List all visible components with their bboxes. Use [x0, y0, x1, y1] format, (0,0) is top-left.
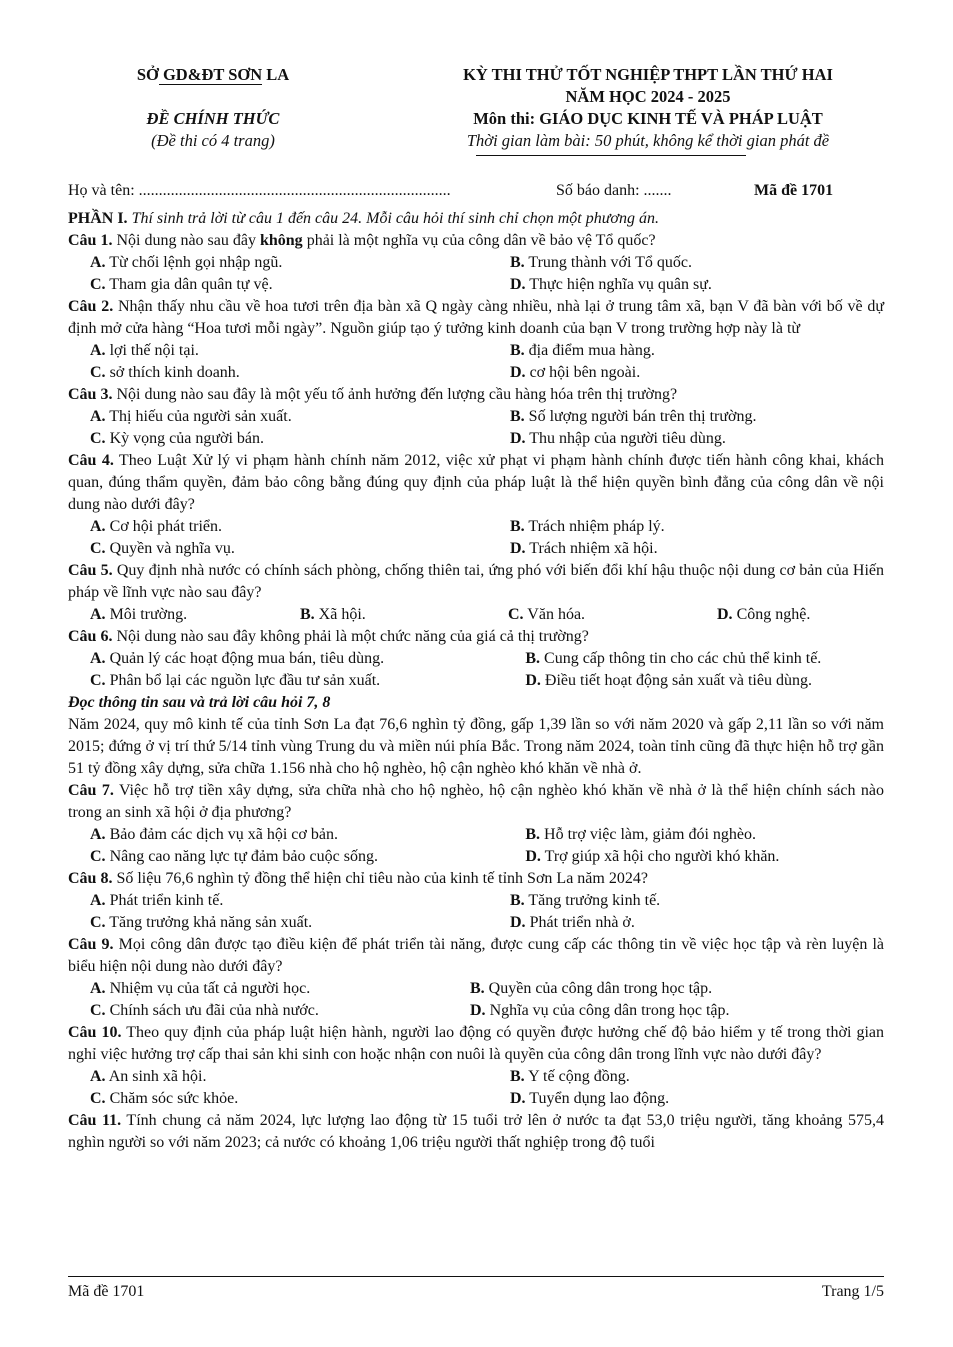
header-right — [398, 64, 898, 152]
question-text: Nội dung nào sau đây — [112, 232, 260, 249]
option-d[interactable]: D. cơ hội bên ngoài. — [510, 364, 641, 381]
option-c[interactable]: C. Phân bổ lại các nguồn lực đầu tư sản xuất. — [90, 672, 381, 689]
question-number: Câu 10. — [68, 1024, 122, 1041]
question-11 — [68, 1110, 884, 1154]
question-3 — [68, 384, 884, 406]
question-10 — [68, 1022, 884, 1066]
question-8 — [68, 868, 884, 890]
school-year: NĂM HỌC 2024 - 2025 — [565, 87, 731, 106]
passage-text: Năm 2024, quy mô kinh tế của tỉnh Sơn La đạt 76,6 nghìn tỷ đồng, gấp 1,39 lần so với năm 2020 và gấp 2,11 lần so với năm 2015; đứng ở vị trí thứ 5/14 tỉnh vùng Trung du và miền núi phía Bắc. Trong năm 2024, toàn tỉnh cũng đã thực hiện hỗ trợ gần 51 tỷ đồng xây dựng, sửa chữa 1.156 nhà cho hộ nghèo, hộ cận nghèo khó khăn về nhà ở. — [68, 716, 884, 777]
question-1 — [68, 230, 884, 252]
question-5 — [68, 560, 884, 604]
question-4 — [68, 450, 884, 516]
passage-heading: Đọc thông tin sau và trả lời câu hỏi 7, 8 — [68, 694, 331, 711]
option-c[interactable]: C. Chính sách ưu đãi của nhà nước. — [90, 1002, 319, 1019]
option-c[interactable]: C. Văn hóa. — [508, 606, 586, 623]
header-left — [68, 64, 358, 152]
question-text: Nội dung nào sau đây là một yếu tố ảnh hưởng đến lượng cầu hàng hóa trên thị trường? — [112, 386, 678, 403]
footer-divider — [68, 1276, 884, 1277]
question-text: Theo quy định của pháp luật hiện hành, người lao động có quyền được hưởng chế độ bảo hiểm y tế trong thời gian nghỉ việc hưởng trợ cấp thai sản khi sinh con hoặc nhận con nuôi là quyền của công dân trong lĩnh vực nào dưới đây? — [68, 1024, 885, 1063]
pages-note: (Đề thi có 4 trang) — [151, 131, 275, 150]
option-c[interactable]: C. Quyền và nghĩa vụ. — [90, 540, 235, 557]
options-row — [68, 538, 884, 560]
options-row — [68, 824, 884, 846]
options-row — [68, 252, 884, 274]
question-number: Câu 4. — [68, 452, 114, 469]
question-number: Câu 6. — [68, 628, 113, 645]
exam-code: Mã đề 1701 — [754, 182, 834, 199]
option-d[interactable]: D. Phát triển nhà ở. — [510, 914, 635, 931]
time-note: Thời gian làm bài: 50 phút, không kể thời gian phát đề — [466, 131, 830, 150]
question-number: Câu 9. — [68, 936, 114, 953]
exam-content — [68, 208, 884, 1154]
option-d[interactable]: D. Thu nhập của người tiêu dùng. — [510, 430, 726, 447]
option-b[interactable]: B. Xã hội. — [300, 606, 366, 623]
options-row — [68, 428, 884, 450]
question-text: phải là một nghĩa vụ của công dân về bảo vệ Tổ quốc? — [302, 232, 656, 249]
options-row — [68, 670, 884, 692]
question-number: Câu 8. — [68, 870, 113, 887]
option-a[interactable]: A. lợi thế nội tại. — [90, 342, 199, 359]
candidate-number-field[interactable]: Số báo danh: ....... — [556, 182, 672, 199]
option-c[interactable]: C. sở thích kinh doanh. — [90, 364, 240, 381]
option-c[interactable]: C. Tham gia dân quân tự vệ. — [90, 276, 273, 293]
question-number: Câu 1. — [68, 232, 113, 249]
options-row — [68, 1088, 884, 1110]
header-divider — [476, 155, 746, 156]
exam-header — [68, 64, 888, 164]
question-7 — [68, 780, 884, 824]
option-c[interactable]: C. Tăng trưởng khả năng sản xuất. — [90, 914, 313, 931]
option-a[interactable]: A. Nhiệm vụ của tất cả người học. — [90, 980, 311, 997]
exam-title: KỲ THI THỬ TỐT NGHIỆP THPT LẦN THỨ HAI — [463, 65, 833, 84]
question-text: Mọi công dân được tạo điều kiện để phát triển tài năng, được cung cấp các thông tin về việc học tập và rèn luyện là biểu hiện nội dung nào dưới đây? — [68, 936, 884, 975]
question-text: Số liệu 76,6 nghìn tỷ đồng thể hiện chỉ tiêu nào của kinh tế tỉnh Sơn La năm 2024? — [112, 870, 648, 887]
options-row — [68, 406, 884, 428]
option-d[interactable]: D. Tuyển dụng lao động. — [510, 1090, 670, 1107]
page-number: Trang 1/5 — [821, 1283, 884, 1300]
question-text: Tính chung cả năm 2024, lực lượng lao động từ 15 tuổi trở lên ở nước ta đạt 53,0 triệu người, tăng khoảng 575,4 nghìn người so với năm 2023; cả nước có khoảng 1,06 triệu người thất nghiệp trong độ tuổi — [68, 1112, 884, 1151]
question-text: Nội dung nào sau đây không phải là một chức năng của giá cả thị trường? — [112, 628, 589, 645]
option-a[interactable]: A. Cơ hội phát triển. — [90, 518, 223, 535]
page-footer — [68, 1281, 884, 1303]
question-number: Câu 2. — [68, 298, 114, 315]
option-c[interactable]: C. Chăm sóc sức khỏe. — [90, 1090, 239, 1107]
part-text: Thí sinh trả lời từ câu 1 đến câu 24. Mỗi câu hỏi thí sinh chỉ chọn một phương án. — [127, 210, 659, 227]
question-text: Nhận thấy nhu cầu về hoa tươi trên địa bàn xã Q ngày càng nhiều, nhà lại ở trung tâm xã, bạn V đã bàn với bố về dự định mở cửa hàng “Hoa tươi mỗi ngày”. Nguồn giúp tạo ý tưởng kinh doanh của bạn V trong trường hợp này là từ — [68, 298, 884, 337]
subject: Môn thi: GIÁO DỤC KINH TẾ VÀ PHÁP LUẬT — [473, 109, 823, 128]
option-a[interactable]: A. An sinh xã hội. — [90, 1068, 207, 1085]
candidate-name-field[interactable]: Họ và tên: .............................................................................. — [68, 182, 451, 199]
option-d[interactable]: D. Thực hiện nghĩa vụ quân sự. — [510, 276, 712, 293]
option-a[interactable]: A. Quản lý các hoạt động mua bán, tiêu dùng. — [90, 650, 385, 667]
question-text: Quy định nhà nước có chính sách phòng, chống thiên tai, ứng phó với biến đổi khí hậu thuộc nội dung cơ bản của Hiến pháp về lĩnh vực nào sau đây? — [68, 562, 885, 601]
dept-underlined: GD&ĐT SƠN — [158, 65, 263, 84]
option-a[interactable]: A. Phát triển kinh tế. — [90, 892, 224, 909]
question-9 — [68, 934, 884, 978]
option-b[interactable]: B. Cung cấp thông tin cho các chủ thể kinh tế. — [525, 650, 822, 667]
options-row — [68, 978, 884, 1000]
options-row — [68, 516, 884, 538]
question-text: Việc hỗ trợ tiền xây dựng, sửa chữa nhà cho hộ nghèo, hộ cận nghèo khó khăn về nhà ở là thể hiện chính sách nào trong an sinh xã hội ở địa phương? — [68, 782, 885, 821]
option-d[interactable]: D. Nghĩa vụ của công dân trong học tập. — [470, 1002, 730, 1019]
department-name — [68, 64, 358, 86]
options-row — [68, 1000, 884, 1022]
option-d[interactable]: D. Trợ giúp xã hội cho người khó khăn. — [525, 848, 780, 865]
question-2 — [68, 296, 884, 340]
option-c[interactable]: C. Nâng cao năng lực tự đảm bảo cuộc sống. — [90, 848, 378, 865]
option-b[interactable]: B. Hỗ trợ việc làm, giảm đói nghèo. — [525, 826, 756, 843]
options-row — [68, 274, 884, 296]
options-row — [68, 1066, 884, 1088]
options-row — [68, 890, 884, 912]
candidate-info — [68, 180, 888, 204]
options-row — [68, 340, 884, 362]
option-b[interactable]: B. Trung thành với Tổ quốc. — [510, 254, 692, 271]
options-row — [68, 648, 884, 670]
question-number: Câu 7. — [68, 782, 114, 799]
options-row — [68, 604, 884, 626]
option-b[interactable]: B. Trách nhiệm pháp lý. — [510, 518, 665, 535]
question-number: Câu 3. — [68, 386, 113, 403]
question-6 — [68, 626, 884, 648]
option-d[interactable]: D. Công nghệ. — [717, 606, 811, 623]
options-row — [68, 846, 884, 868]
option-c[interactable]: C. Kỳ vọng của người bán. — [90, 430, 264, 447]
option-d[interactable]: D. Trách nhiệm xã hội. — [510, 540, 658, 557]
dept-prefix: SỞ — [136, 65, 159, 84]
question-number: Câu 11. — [68, 1112, 122, 1129]
option-b[interactable]: B. Y tế cộng đồng. — [510, 1068, 630, 1085]
option-b[interactable]: B. Tăng trưởng kinh tế. — [510, 892, 661, 909]
dept-suffix: LA — [262, 65, 290, 84]
official-label: ĐỀ CHÍNH THỨC — [146, 109, 280, 128]
option-a[interactable]: A. Từ chối lệnh gọi nhập ngũ. — [90, 254, 283, 271]
question-text: Theo Luật Xử lý vi phạm hành chính năm 2012, việc xử phạt vi phạm hành chính được tiến hành công khai, khách quan, đúng thẩm quyền, đảm bảo công bằng đúng quy định của pháp luật là thể hiện quyền bình đẳng của công dân về nội dung nào dưới đây? — [68, 452, 885, 513]
option-b[interactable]: B. địa điểm mua hàng. — [510, 342, 655, 359]
option-a[interactable]: A. Môi trường. — [90, 606, 188, 623]
question-number: Câu 5. — [68, 562, 113, 579]
option-b[interactable]: B. Quyền của công dân trong học tập. — [470, 980, 713, 997]
part-instruction — [68, 208, 884, 230]
option-b[interactable]: B. Số lượng người bán trên thị trường. — [510, 408, 757, 425]
options-row — [68, 912, 884, 934]
part-label: PHẦN I. — [68, 210, 128, 227]
options-row — [68, 362, 884, 384]
emphasis: không — [259, 232, 303, 249]
option-a[interactable]: A. Thị hiếu của người sản xuất. — [90, 408, 292, 425]
footer-exam-code: Mã đề 1701 — [68, 1283, 145, 1300]
option-a[interactable]: A. Bảo đảm các dịch vụ xã hội cơ bản. — [90, 826, 338, 843]
option-d[interactable]: D. Điều tiết hoạt động sản xuất và tiêu dùng. — [525, 672, 812, 689]
